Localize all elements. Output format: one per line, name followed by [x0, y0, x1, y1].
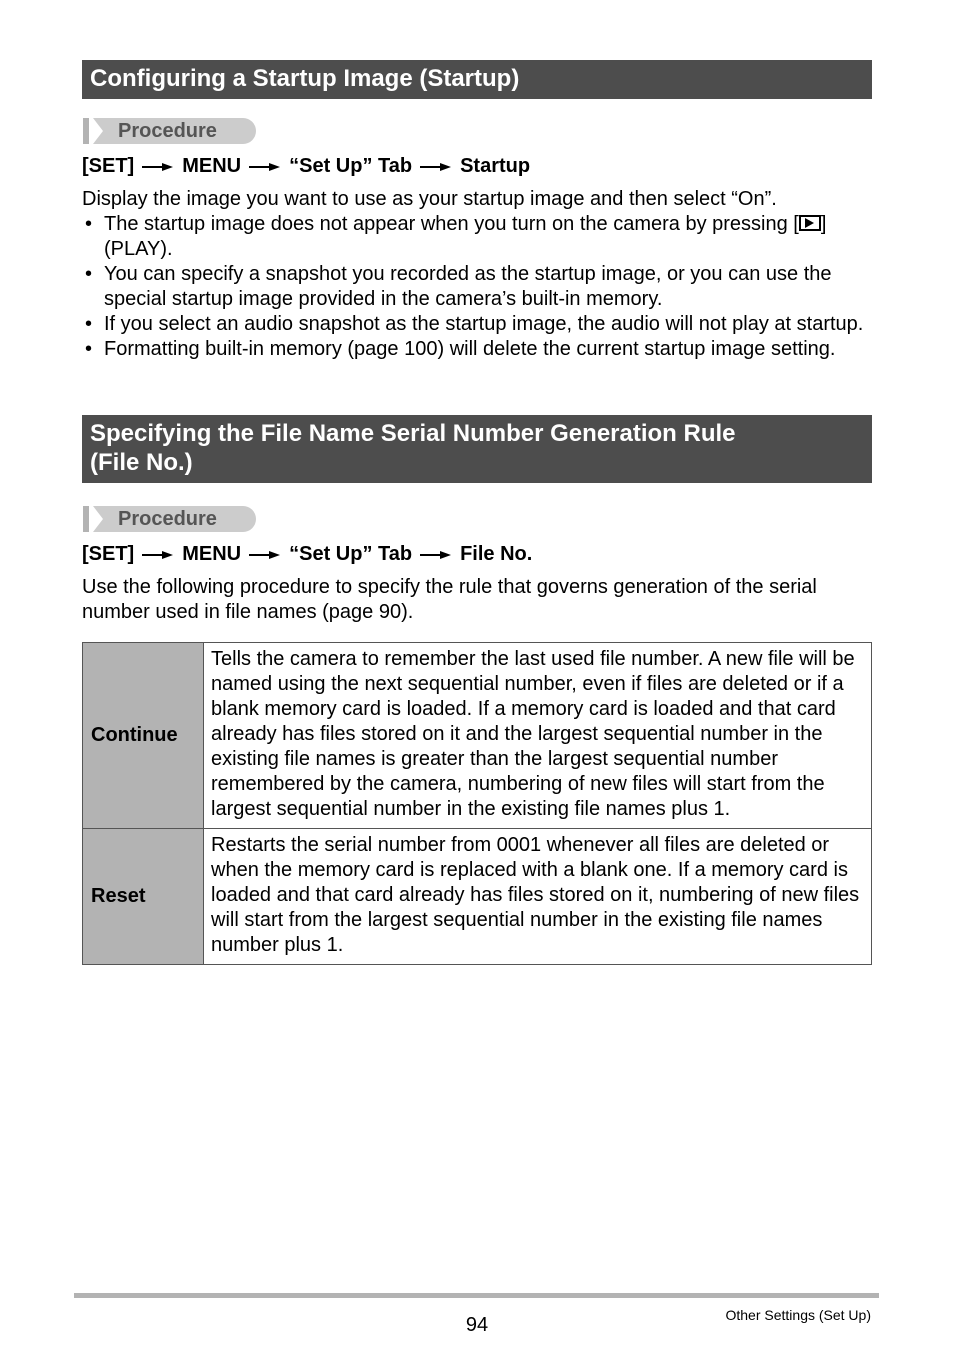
notes-list: [82, 212, 882, 362]
arrow-right-icon: [142, 162, 174, 172]
list-item: • Formatting built-in memory (page 100) will delete the current startup image setting.: [85, 338, 836, 360]
nav-step: [SET]: [82, 155, 135, 177]
nav-step: Startup: [460, 155, 531, 177]
section-heading-file-no: [82, 415, 872, 483]
option-description: Restarts the serial number from 0001 whenever all files are deleted or when the memory card is replaced with a blank one. If a memory card is loaded and that card already has files stored on it, numbering of new files will start from the largest sequential number in the existing file names number plus 1.: [204, 829, 872, 965]
procedure-tab: [83, 118, 256, 144]
play-icon: [799, 215, 821, 231]
table-row: [83, 829, 872, 965]
procedure-tab: [83, 506, 256, 532]
menu-path: [82, 542, 532, 566]
footer-section-label: Other Settings (Set Up): [725, 1307, 871, 1323]
arrow-right-icon: [142, 550, 174, 560]
section-title: Configuring a Startup Image (Startup): [90, 65, 520, 92]
option-term: Continue: [83, 643, 204, 829]
arrow-right-icon: [249, 550, 281, 560]
nav-step: File No.: [460, 543, 533, 565]
arrow-right-icon: [420, 550, 452, 560]
list-item: • The startup image does not appear when you turn on the camera by pressing [ ] (PLAY).: [85, 213, 827, 260]
procedure-label: Procedure: [118, 508, 217, 530]
intro-text: Use the following procedure to specify the rule that governs generation of the serial number used in file names (page 90).: [82, 576, 817, 623]
procedure-label: Procedure: [118, 120, 217, 142]
page-number: 94: [465, 1314, 489, 1336]
list-item: • If you select an audio snapshot as the startup image, the audio will not play at startup.: [85, 313, 864, 335]
nav-step: MENU: [182, 155, 242, 177]
arrow-right-icon: [420, 162, 452, 172]
table-row: [83, 643, 872, 829]
nav-step: [SET]: [82, 543, 135, 565]
list-item: • You can specify a snapshot you recorded as the startup image, or you can use the special startup image provided in the camera’s built-in memory.: [85, 263, 832, 310]
section-heading-startup: [82, 60, 872, 99]
footer-divider: [74, 1293, 879, 1298]
nav-step: “Set Up” Tab: [289, 155, 413, 177]
file-no-options-table: [82, 642, 872, 965]
option-description: Tells the camera to remember the last used file number. A new file will be named using the next sequential number, even if files are deleted or if a blank memory card is loaded. If a memory card is loaded and that card already has files stored on it and the largest sequential number in the existing file names is greater than the largest sequential number remembered by the camera, numbering of new files will start from the largest sequential number in the existing file names plus 1.: [204, 643, 872, 829]
intro-text: Display the image you want to use as your startup image and then select “On”.: [82, 188, 777, 210]
option-term: Reset: [83, 829, 204, 965]
arrow-right-icon: [249, 162, 281, 172]
nav-step: “Set Up” Tab: [289, 543, 413, 565]
section-title-line: Specifying the File Name Serial Number Generation Rule: [90, 420, 736, 447]
menu-path: [82, 154, 530, 178]
section-title-line: (File No.): [90, 449, 193, 476]
nav-step: MENU: [182, 543, 242, 565]
